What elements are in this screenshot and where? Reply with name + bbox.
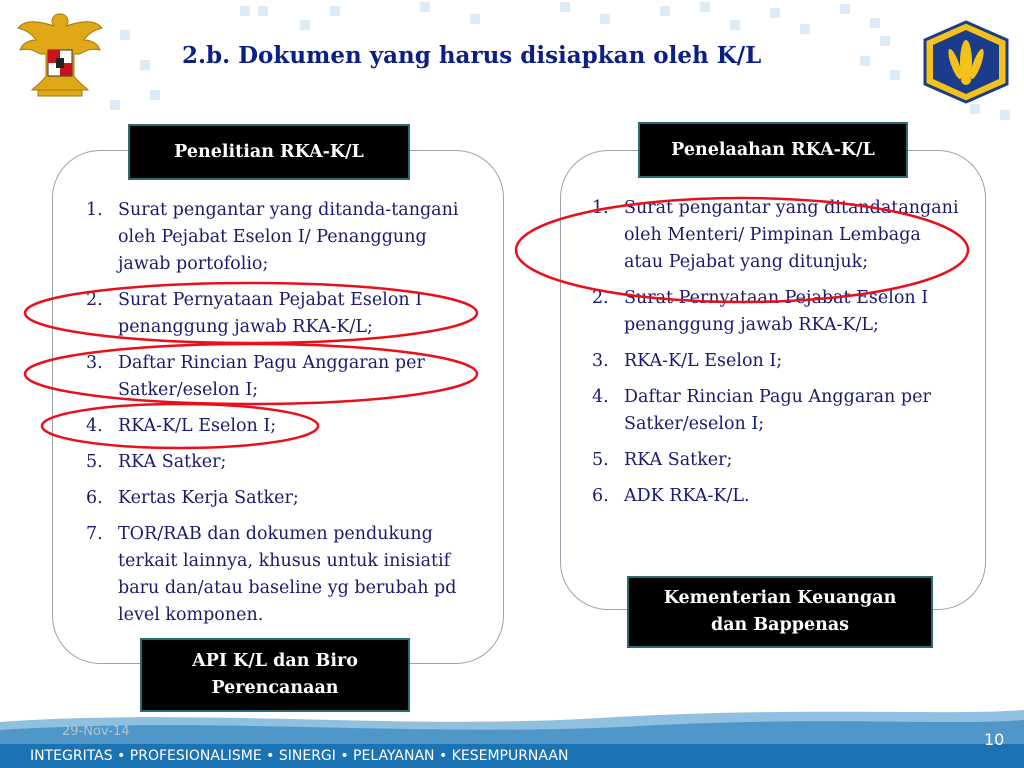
list-item [592,384,964,438]
list-item [86,413,478,440]
right-panel-footer [627,576,933,648]
list-item-number: 1. [592,198,609,218]
left-panel-footer-line1: API K/L dan Biro [192,651,358,671]
list-item-text: RKA-K/L Eselon I; [118,416,277,436]
list-item [86,449,478,476]
slide-date: 29-Nov-14 [62,724,130,739]
left-panel-footer-line2: Perencanaan [211,678,339,698]
right-panel-header [638,122,908,178]
list-item-text: RKA-K/L Eselon I; [624,351,783,371]
list-item-number: 4. [592,387,609,407]
list-item-number: 5. [592,450,609,470]
list-item [592,447,964,474]
list-item-number: 2. [86,290,103,310]
list-item [592,195,964,276]
list-item-text: Surat Pernyataan Pejabat Eselon I penanggung jawab RKA-K/L; [118,290,423,337]
list-item [86,197,478,278]
list-item-text: Daftar Rincian Pagu Anggaran per Satker/eselon I; [624,387,931,434]
list-item-text: RKA Satker; [624,450,733,470]
list-item-text: Surat Pernyataan Pejabat Eselon I penanggung jawab RKA-K/L; [624,288,929,335]
page-title: 2.b. Dokumen yang harus disiapkan oleh K/L [182,42,762,69]
right-panel-footer-line2: dan Bappenas [710,615,850,635]
list-item [86,521,478,629]
list-item [592,348,964,375]
list-item-number: 6. [592,486,609,506]
list-item [592,483,964,510]
right-document-list [592,195,964,519]
list-item-text: RKA Satker; [118,452,227,472]
list-item-number: 5. [86,452,103,472]
footer-motto: INTEGRITAS • PROFESIONALISME • SINERGI • PELAYANAN • KESEMPURNAAN [30,748,569,764]
list-item-text: Surat pengantar yang ditanda-tangani oleh Pejabat Eselon I/ Penanggung jawab portofolio; [118,200,459,274]
ministry-of-finance-logo-icon [921,20,1011,104]
list-item-number: 7. [86,524,103,544]
list-item-text: TOR/RAB dan dokumen pendukung terkait lainnya, khusus untuk inisiatif baru dan/atau baseline yg berubah pd level komponen. [118,524,457,625]
list-item-text: ADK RKA-K/L. [624,486,750,506]
left-panel-header-text: Penelitian RKA-K/L [174,141,364,162]
page-number: 10 [984,730,1005,749]
list-item-text: Surat pengantar yang ditandatangani oleh Menteri/ Pimpinan Lembaga atau Pejabat yang ditunjuk; [624,198,959,272]
right-panel-footer-line1: Kementerian Keuangan [663,588,897,608]
list-item-number: 3. [86,353,103,373]
list-item [592,285,964,339]
list-item-number: 3. [592,351,609,371]
left-panel-header [128,124,410,180]
list-item [86,485,478,512]
left-document-list [86,197,478,638]
list-item-number: 6. [86,488,103,508]
list-item-number: 2. [592,288,609,308]
list-item-text: Daftar Rincian Pagu Anggaran per Satker/eselon I; [118,353,425,400]
list-item-number: 1. [86,200,103,220]
garuda-emblem-icon [12,4,108,100]
list-item-text: Kertas Kerja Satker; [118,488,299,508]
right-panel-header-text: Penelaahan RKA-K/L [671,139,875,160]
list-item [86,350,478,404]
list-item [86,287,478,341]
list-item-number: 4. [86,416,103,436]
